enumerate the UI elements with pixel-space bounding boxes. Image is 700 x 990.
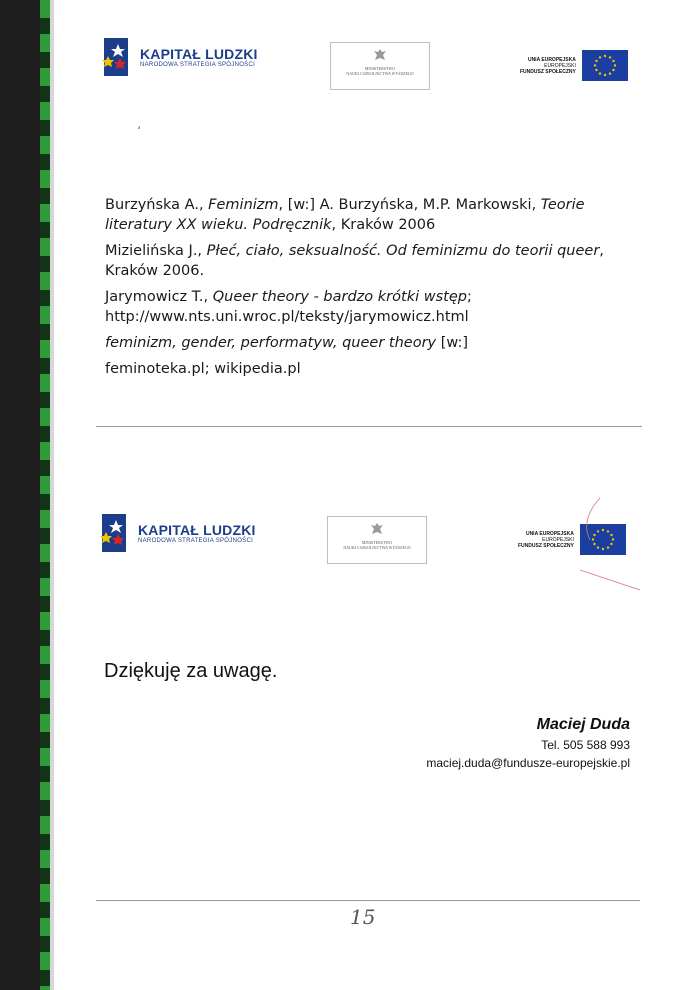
- kapital-ludzki-title: KAPITAŁ LUDZKI: [138, 522, 256, 538]
- contact-block: [426, 716, 630, 770]
- pen-mark: ʻ: [137, 124, 141, 138]
- page-number: 15: [350, 905, 376, 929]
- ref2-title: Płeć, ciało, seksualność. Od feminizmu do teorii queer: [206, 243, 600, 259]
- ministry-name-line2: NAUKI I SZKOLNICTWA WYŻSZEGO: [343, 545, 411, 550]
- kapital-ludzki-mark-icon: [98, 514, 128, 552]
- reference-3: [105, 287, 635, 327]
- spiral-binding: [0, 0, 48, 990]
- ref5-sites: feminoteka.pl; wikipedia.pl: [105, 361, 301, 377]
- reference-2: [105, 241, 635, 281]
- reference-5: [105, 359, 635, 379]
- ue-line3: FUNDUSZ SPOŁECZNY: [520, 68, 576, 75]
- kapital-ludzki-subtitle: NARODOWA STRATEGIA SPÓJNOŚCI: [140, 62, 256, 68]
- references-list: [105, 195, 635, 385]
- ministry-name-line2: NAUKI I SZKOLNICTWA WYŻSZEGO: [346, 71, 414, 76]
- eagle-emblem-icon: [370, 522, 384, 538]
- eagle-emblem-icon: [373, 48, 387, 64]
- ue-line2: EUROPEJSKI: [542, 536, 574, 543]
- ref2-place: , Kraków 2006.: [105, 243, 604, 279]
- kapital-ludzki-logo-bottom: [98, 514, 256, 552]
- ue-line3: FUNDUSZ SPOŁECZNY: [518, 542, 574, 549]
- kapital-ludzki-title: KAPITAŁ LUDZKI: [140, 46, 258, 62]
- ref3-title: Queer theory - bardzo krótki wstęp: [212, 289, 467, 305]
- kapital-ludzki-logo-top: [100, 38, 258, 76]
- divider-middle: [96, 426, 642, 427]
- ministry-logo-bottom: [327, 516, 427, 564]
- contact-name: Maciej Duda: [536, 716, 630, 733]
- ministry-name-line1: MINISTERSTWO: [361, 540, 393, 545]
- ref3-url: http://www.nts.uni.wroc.pl/teksty/jarymowicz.html: [105, 309, 469, 325]
- thanks-text: Dziękuję za uwagę.: [104, 660, 278, 682]
- ref1-title: Feminizm: [208, 197, 279, 213]
- divider-bottom: [96, 900, 640, 901]
- ref1-in: , [w:] A. Burzyńska, M.P. Markowski,: [278, 197, 541, 213]
- ue-logo-top: [520, 50, 628, 81]
- ref4-in: [w:]: [436, 335, 468, 351]
- ue-line1: UNIA EUROPEJSKA: [525, 530, 574, 537]
- ref3-author: Jarymowicz T.,: [105, 289, 213, 305]
- reference-1: [105, 195, 635, 235]
- ref1-book: Teorie literatury XX wieku. Podręcznik: [105, 197, 585, 233]
- contact-phone: Tel. 505 588 993: [541, 738, 630, 752]
- contact-email: maciej.duda@fundusze-europejskie.pl: [426, 756, 630, 770]
- ref1-author: Burzyńska A.,: [105, 197, 209, 213]
- kapital-ludzki-subtitle: NARODOWA STRATEGIA SPÓJNOŚCI: [138, 538, 254, 544]
- ministry-logo-top: [330, 42, 430, 90]
- red-pen-stroke: [560, 490, 650, 600]
- ue-line1: UNIA EUROPEJSKA: [527, 56, 576, 63]
- kapital-ludzki-mark-icon: [100, 38, 130, 76]
- ref3-semicolon: ;: [466, 289, 472, 305]
- ref4-keywords: feminizm, gender, performatyw, queer theory: [105, 335, 437, 351]
- eu-flag-icon: [582, 50, 628, 81]
- ue-line2: EUROPEJSKI: [544, 62, 576, 69]
- ref1-place: , Kraków 2006: [331, 217, 436, 233]
- ref2-author: Mizielińska J.,: [105, 243, 207, 259]
- binding-stripe: [40, 0, 50, 990]
- reference-4: [105, 333, 635, 353]
- ministry-name-line1: MINISTERSTWO: [364, 66, 396, 71]
